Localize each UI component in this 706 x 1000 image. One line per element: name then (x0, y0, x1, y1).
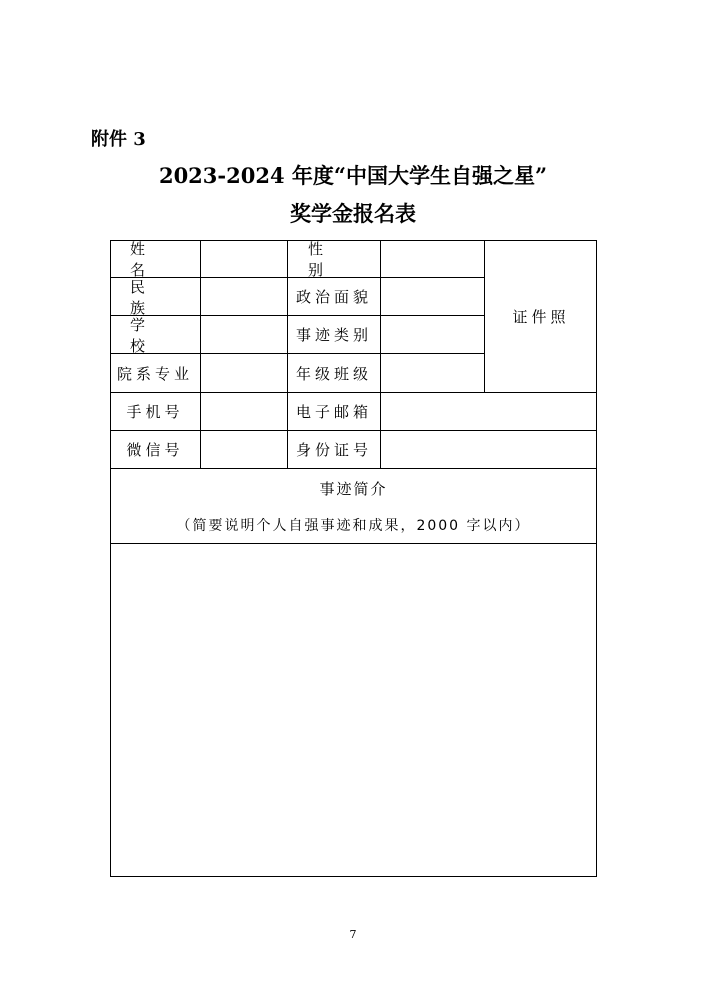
gender-field[interactable] (381, 240, 485, 278)
email-label: 电子邮箱 (288, 393, 381, 431)
wechat-field[interactable] (201, 431, 288, 469)
deed-intro-title: 事迹简介 (319, 479, 388, 498)
deed-category-field[interactable] (381, 316, 485, 354)
deed-intro-header (110, 469, 597, 544)
school-field[interactable] (201, 316, 288, 354)
deed-intro-hint: （简要说明个人自强事迹和成果，2000 字以内） (176, 517, 531, 534)
grade-class-field[interactable] (381, 354, 485, 393)
grade-class-label: 年级班级 (288, 354, 381, 393)
wechat-label: 微信号 (110, 431, 201, 469)
application-form-table (110, 240, 597, 877)
phone-label: 手机号 (110, 393, 201, 431)
ethnicity-field[interactable] (201, 278, 288, 316)
deed-category-label: 事迹类别 (288, 316, 381, 354)
political-status-label: 政治面貌 (288, 278, 381, 316)
id-number-field[interactable] (381, 431, 597, 469)
school-label: 学 校 (110, 316, 201, 354)
id-number-label: 身份证号 (288, 431, 381, 469)
ethnicity-label: 民 族 (110, 278, 201, 316)
form-title-line1: 2023-2024 年度“中国大学生自强之星” (158, 163, 548, 188)
department-major-field[interactable] (201, 354, 288, 393)
form-title-line2: 奖学金报名表 (290, 201, 416, 226)
name-label: 姓 名 (110, 240, 201, 278)
email-field[interactable] (381, 393, 597, 431)
deed-intro-textarea[interactable] (110, 544, 597, 877)
phone-field[interactable] (201, 393, 288, 431)
id-photo-box[interactable]: 证件照 (485, 240, 597, 393)
political-status-field[interactable] (381, 278, 485, 316)
department-major-label: 院系专业 (110, 354, 201, 393)
name-field[interactable] (201, 240, 288, 278)
page-number: 7 (349, 928, 357, 941)
gender-label: 性 别 (288, 240, 381, 278)
attachment-label: 附件 3 (91, 129, 146, 150)
